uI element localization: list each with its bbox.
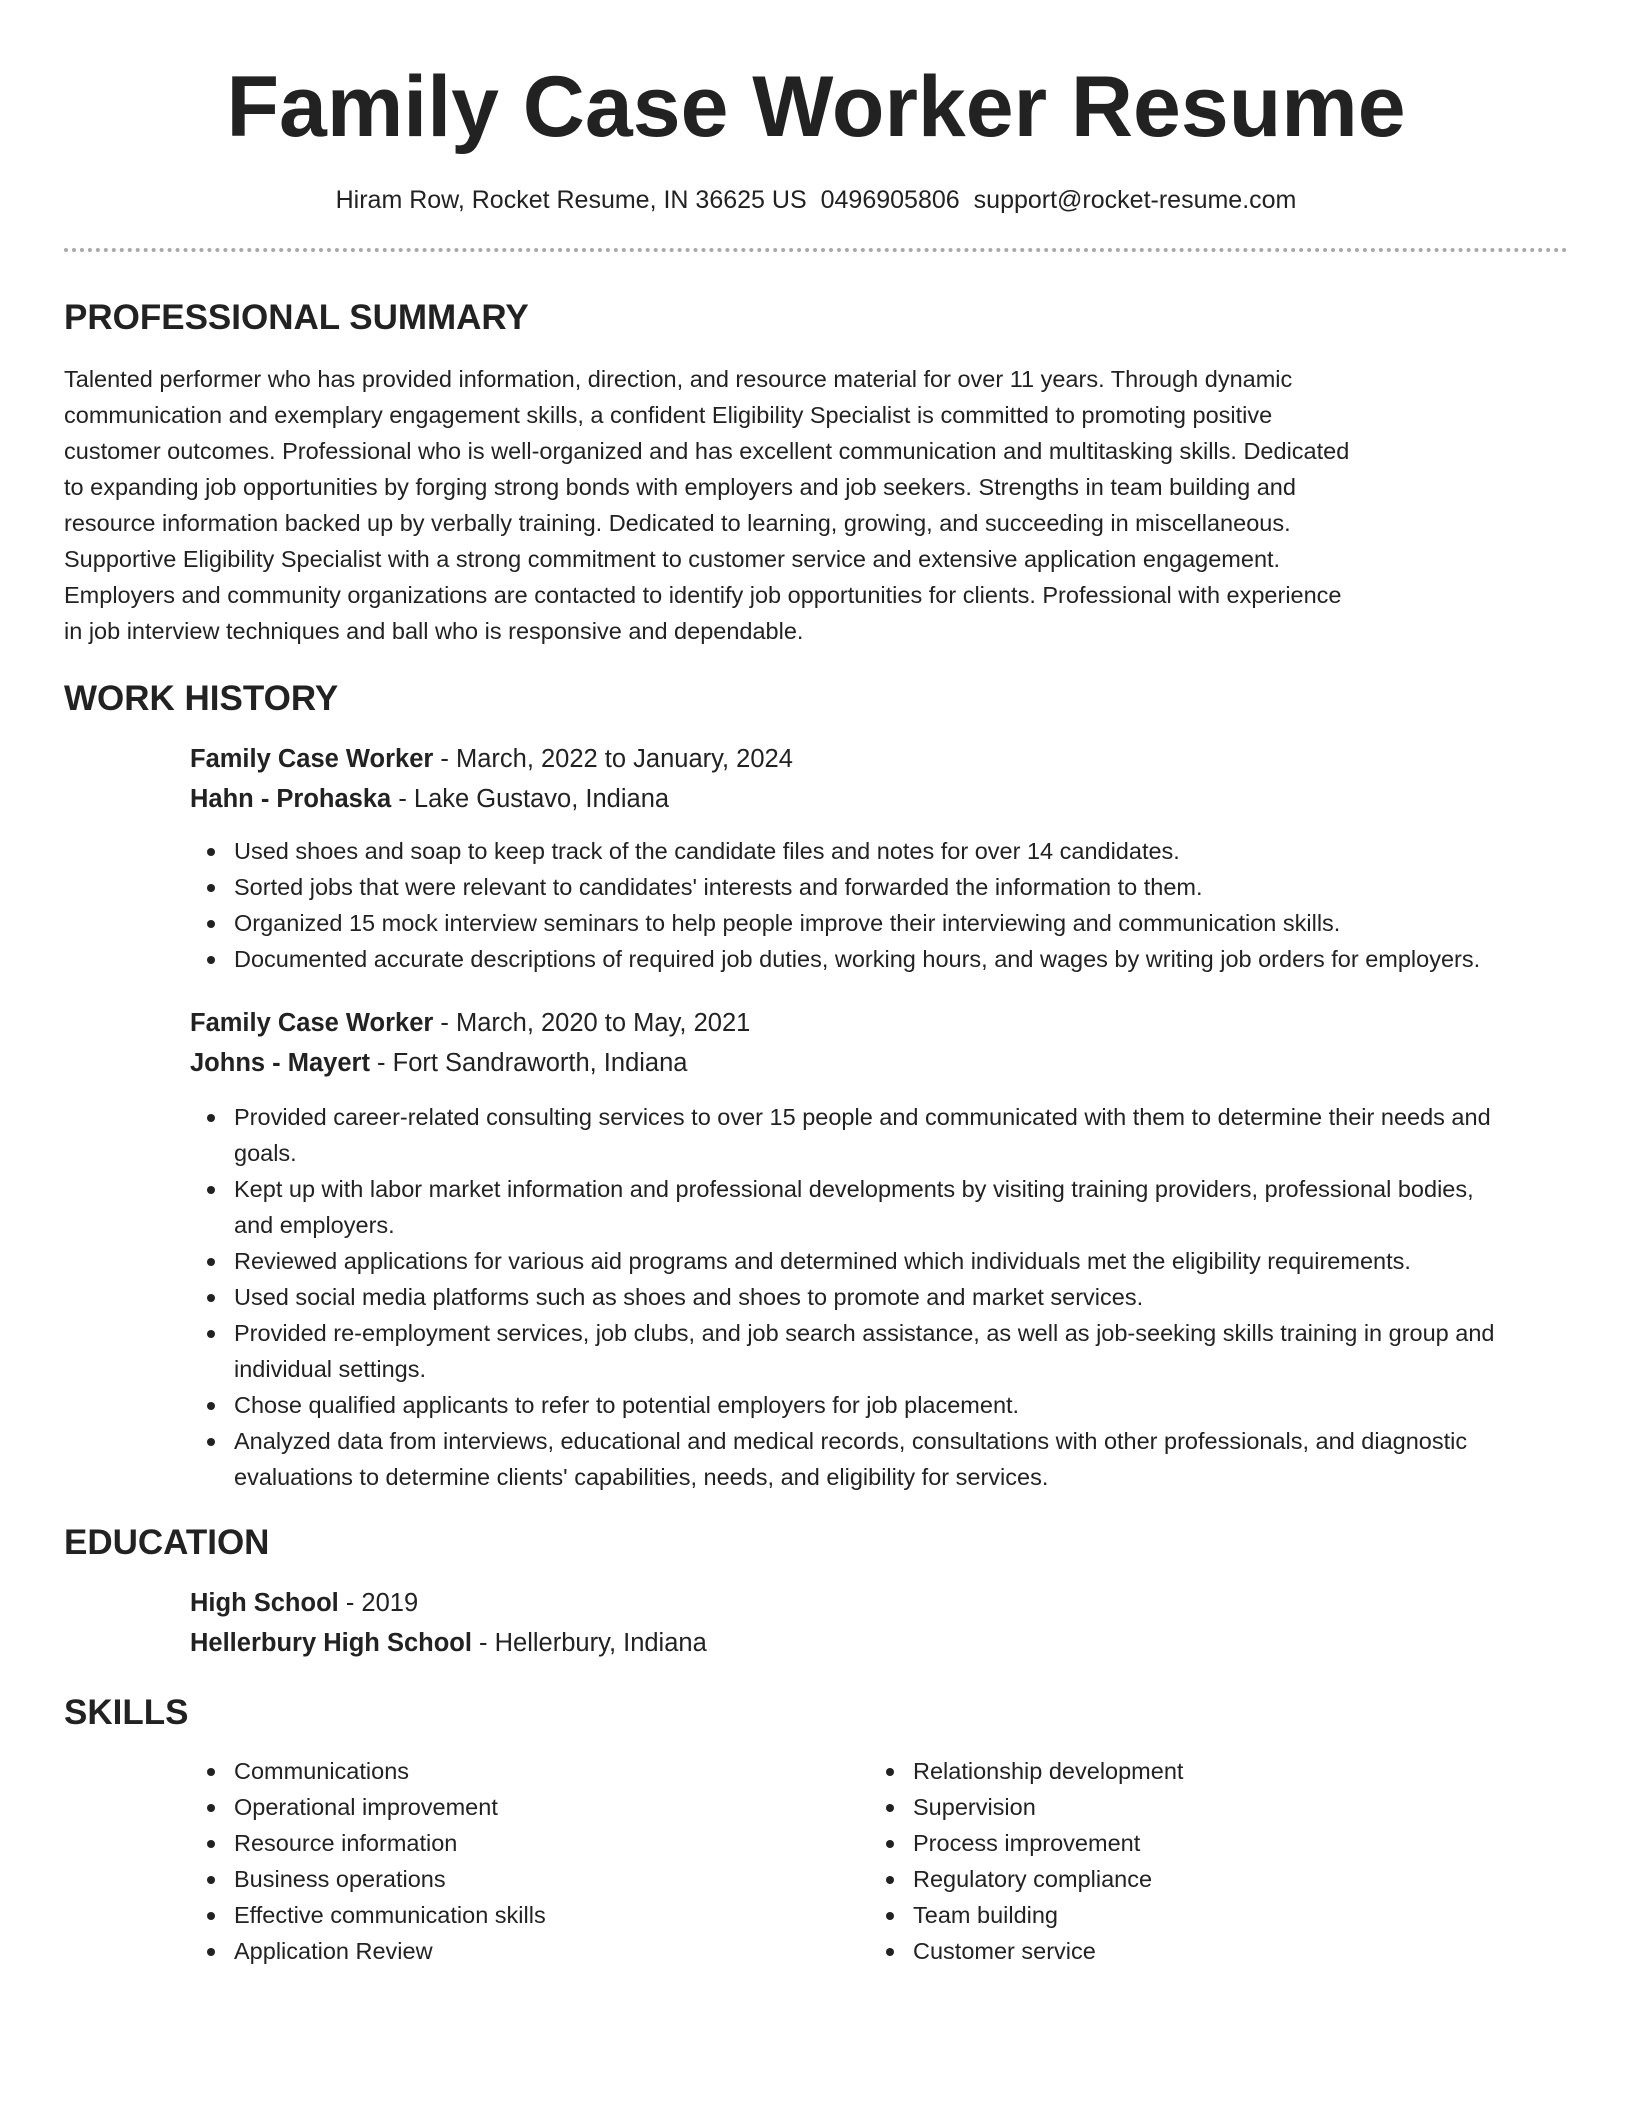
- education-year: - 2019: [338, 1589, 419, 1617]
- job-duty-line: Analyzed data from interviews, educational and medical records, consultations with other professionals, and diagnostic: [234, 1428, 1468, 1454]
- work-history-section: [64, 679, 1568, 1495]
- job-entry: [190, 1003, 1568, 1495]
- job-duty-item: [190, 1423, 1568, 1495]
- summary-line: to expanding job opportunities by forging strong bonds with employers and job seekers. Strengths in team building and: [64, 474, 1296, 500]
- job-duty-item: [190, 833, 1568, 869]
- job-duty-item: [190, 1243, 1568, 1279]
- summary-section: [64, 298, 1568, 649]
- education-location: - Hellerbury, Indiana: [471, 1629, 707, 1657]
- skill-item: Operational improvement: [190, 1789, 869, 1825]
- contact-address: Hiram Row, Rocket Resume, IN 36625 US: [335, 186, 807, 214]
- job-duty-line: Used shoes and soap to keep track of the candidate files and notes for over 14 candidates.: [234, 838, 1180, 864]
- job-duty-line: and employers.: [234, 1212, 395, 1238]
- job-duty-line: Organized 15 mock interview seminars to help people improve their interviewing and communication skills.: [234, 910, 1341, 936]
- job-duty-item: [190, 905, 1568, 941]
- education-section: [64, 1523, 1568, 1663]
- job-duty-item: [190, 1171, 1568, 1243]
- job-duty-item: [190, 869, 1568, 905]
- job-entry: [190, 739, 1568, 977]
- job-dates: - March, 2022 to January, 2024: [433, 745, 793, 773]
- skill-item: Resource information: [190, 1825, 869, 1861]
- education-degree-line: [190, 1583, 1568, 1623]
- contact-phone: 0496905806: [820, 186, 960, 214]
- skills-columns: [190, 1753, 1568, 1969]
- job-duty-line: Provided re-employment services, job clubs, and job search assistance, as well as job-seeking skills training in group and: [234, 1320, 1495, 1346]
- skill-item: Application Review: [190, 1933, 869, 1969]
- skill-item: Process improvement: [869, 1825, 1548, 1861]
- job-duty-line: Reviewed applications for various aid programs and determined which individuals met the eligibility requirements.: [234, 1248, 1411, 1274]
- job-duty-line: Provided career-related consulting services to over 15 people and communicated with them to determine their needs and: [234, 1104, 1491, 1130]
- job-duty-item: [190, 1099, 1568, 1171]
- job-duty-line: goals.: [234, 1140, 297, 1166]
- job-company: Hahn - Prohaska: [190, 785, 392, 813]
- skill-item: Communications: [190, 1753, 869, 1789]
- job-duty-line: Chose qualified applicants to refer to potential employers for job placement.: [234, 1392, 1020, 1418]
- resume-page: [64, 0, 1568, 1969]
- summary-line: customer outcomes. Professional who is well-organized and has excellent communication and multitasking skills. Dedicated: [64, 438, 1350, 464]
- education-heading: EDUCATION: [64, 1523, 270, 1562]
- summary-line: resource information backed up by verbally training. Dedicated to learning, growing, and succeeding in miscellaneous.: [64, 510, 1291, 536]
- education-school-line: [190, 1623, 1568, 1663]
- summary-line: Supportive Eligibility Specialist with a strong commitment to customer service and extensive application engagement.: [64, 546, 1281, 572]
- summary-line: in job interview techniques and ball who is responsive and dependable.: [64, 618, 804, 644]
- summary-line: Employers and community organizations are contacted to identify job opportunities for clients. Professional with experience: [64, 582, 1342, 608]
- skills-list-left: [190, 1753, 869, 1969]
- skill-item: Effective communication skills: [190, 1897, 869, 1933]
- job-title: Family Case Worker: [190, 1009, 434, 1037]
- skill-item: Supervision: [869, 1789, 1548, 1825]
- skill-item: Relationship development: [869, 1753, 1548, 1789]
- job-location: - Lake Gustavo, Indiana: [391, 785, 670, 813]
- skill-item: Team building: [869, 1897, 1548, 1933]
- contact-line: [64, 184, 1568, 216]
- skills-heading: SKILLS: [64, 1693, 189, 1732]
- job-duties-list: [190, 833, 1568, 977]
- job-dates: - March, 2020 to May, 2021: [433, 1009, 751, 1037]
- education-degree: High School: [190, 1589, 339, 1617]
- job-duty-line: Sorted jobs that were relevant to candidates' interests and forwarded the information to them.: [234, 874, 1203, 900]
- skill-item: Business operations: [190, 1861, 869, 1897]
- job-duty-line: Documented accurate descriptions of required job duties, working hours, and wages by writing job orders for employers.: [234, 946, 1481, 972]
- summary-text: [64, 361, 1442, 649]
- summary-line: communication and exemplary engagement skills, a confident Eligibility Specialist is committed to promoting positive: [64, 402, 1273, 428]
- job-title: Family Case Worker: [190, 745, 434, 773]
- job-duty-item: [190, 1279, 1568, 1315]
- job-title-line: [190, 1003, 1568, 1043]
- header-divider: [64, 248, 1568, 252]
- resume-title: Family Case Worker Resume: [226, 59, 1406, 155]
- skill-item: Regulatory compliance: [869, 1861, 1548, 1897]
- education-school: Hellerbury High School: [190, 1629, 472, 1657]
- job-company: Johns - Mayert: [190, 1049, 370, 1077]
- summary-line: Talented performer who has provided information, direction, and resource material for over 11 years. Through dynamic: [64, 366, 1293, 392]
- job-duty-line: Kept up with labor market information and professional developments by visiting training providers, professional bodies,: [234, 1176, 1474, 1202]
- skill-item: Customer service: [869, 1933, 1548, 1969]
- job-duty-item: [190, 1387, 1568, 1423]
- work-history-heading: WORK HISTORY: [64, 679, 339, 718]
- contact-email: support@rocket-resume.com: [973, 186, 1297, 214]
- job-location: - Fort Sandraworth, Indiana: [369, 1049, 688, 1077]
- summary-heading: PROFESSIONAL SUMMARY: [64, 298, 529, 337]
- job-duty-line: individual settings.: [234, 1356, 427, 1382]
- skills-list-right: [869, 1753, 1548, 1969]
- job-duty-item: [190, 941, 1568, 977]
- job-duty-item: [190, 1315, 1568, 1387]
- job-company-line: [190, 1043, 1568, 1083]
- job-title-line: [190, 739, 1568, 779]
- education-entry: [190, 1583, 1568, 1663]
- job-duty-line: evaluations to determine clients' capabilities, needs, and eligibility for services.: [234, 1464, 1049, 1490]
- job-duties-list: [190, 1099, 1568, 1495]
- job-company-line: [190, 779, 1568, 819]
- skills-section: [64, 1693, 1568, 1969]
- job-duty-line: Used social media platforms such as shoes and shoes to promote and market services.: [234, 1284, 1144, 1310]
